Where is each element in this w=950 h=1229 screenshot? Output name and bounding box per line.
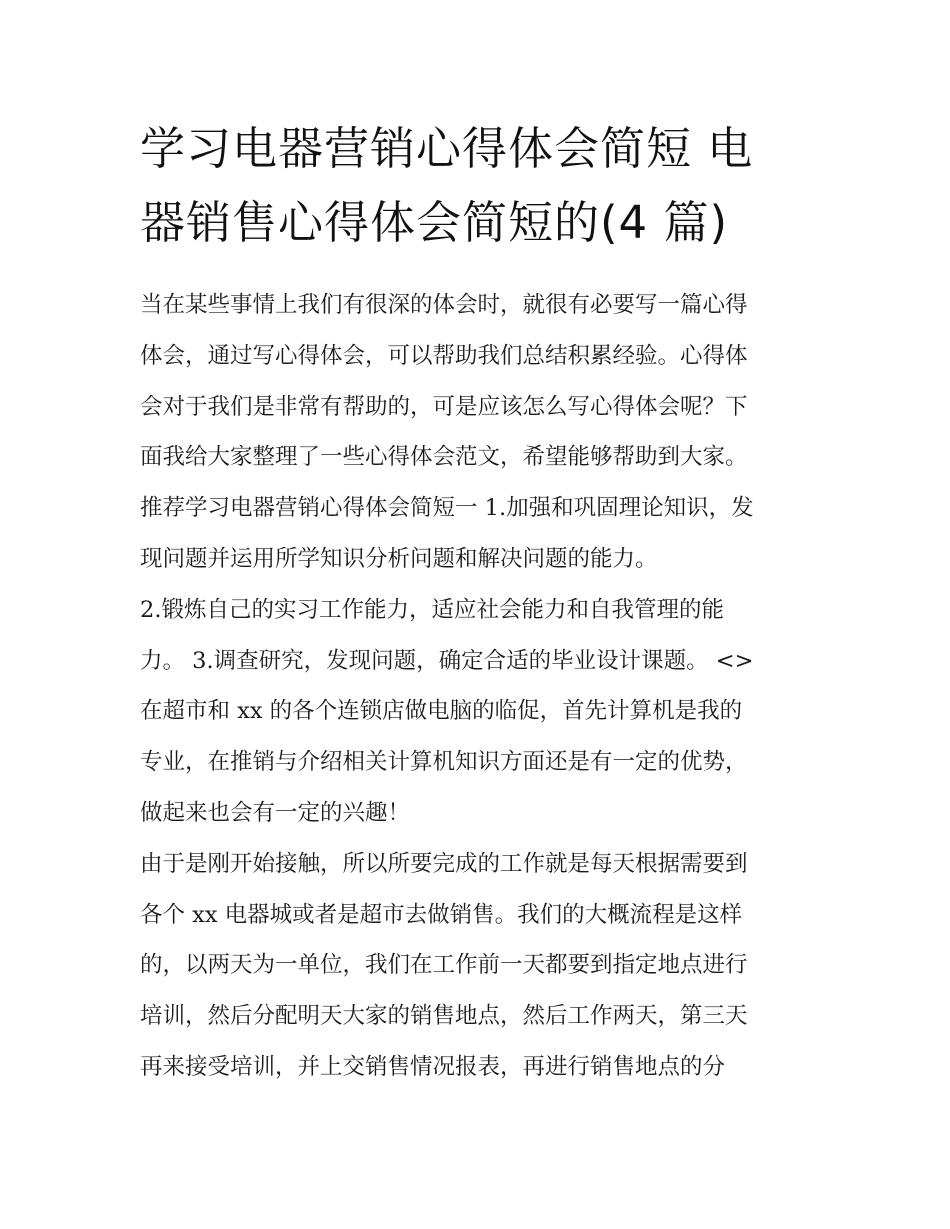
text-line: 做起来也会有一定的兴趣！	[140, 799, 411, 826]
paragraph-work-process	[140, 839, 820, 1093]
text-line: 培训，然后分配明天大家的销售地点，然后工作两天，第三天	[140, 1003, 748, 1030]
text-line: 体会，通过写心得体会，可以帮助我们总结积累经验。心得体	[140, 342, 748, 369]
paragraph-practice-goals	[140, 585, 820, 839]
text-line: 力。 3.调查研究，发现问题，确定合适的毕业设计课题。 <>	[140, 647, 754, 674]
text-line: 再来接受培训，并上交销售情况报表，再进行销售地点的分	[140, 1053, 726, 1080]
text-line: 各个 xx 电器城或者是超市去做销售。我们的大概流程是这样	[140, 901, 743, 928]
text-line: 的，以两天为一单位，我们在工作前一天都要到指定地点进行	[140, 952, 748, 979]
text-line: 在超市和 xx 的各个连锁店做电脑的临促，首先计算机是我的	[140, 698, 743, 725]
text-line: 2.锻炼自己的实习工作能力，适应社会能力和自我管理的能	[140, 596, 724, 623]
text-line: 推荐学习电器营销心得体会简短一 1.加强和巩固理论知识，发	[140, 495, 754, 522]
document-body	[140, 280, 820, 1093]
text-line: 现问题并运用所学知识分析问题和解决问题的能力。	[140, 545, 658, 572]
text-line: 面我给大家整理了一些心得体会范文，希望能够帮助到大家。	[140, 444, 748, 471]
text-line: 当在某些事情上我们有很深的体会时，就很有必要写一篇心得	[140, 292, 748, 318]
title-line: 学习电器营销心得体会简短 电	[140, 122, 754, 175]
paragraph-intro	[140, 280, 820, 585]
text-line: 会对于我们是非常有帮助的，可是应该怎么写心得体会呢？下	[140, 393, 748, 420]
text-line: 专业，在推销与介绍相关计算机知识方面还是有一定的优势，	[140, 749, 748, 776]
document-title	[140, 112, 820, 260]
title-line: 器销售心得体会简短的(4 篇)	[140, 196, 729, 249]
text-line: 由于是刚开始接触，所以所要完成的工作就是每天根据需要到	[140, 850, 748, 877]
